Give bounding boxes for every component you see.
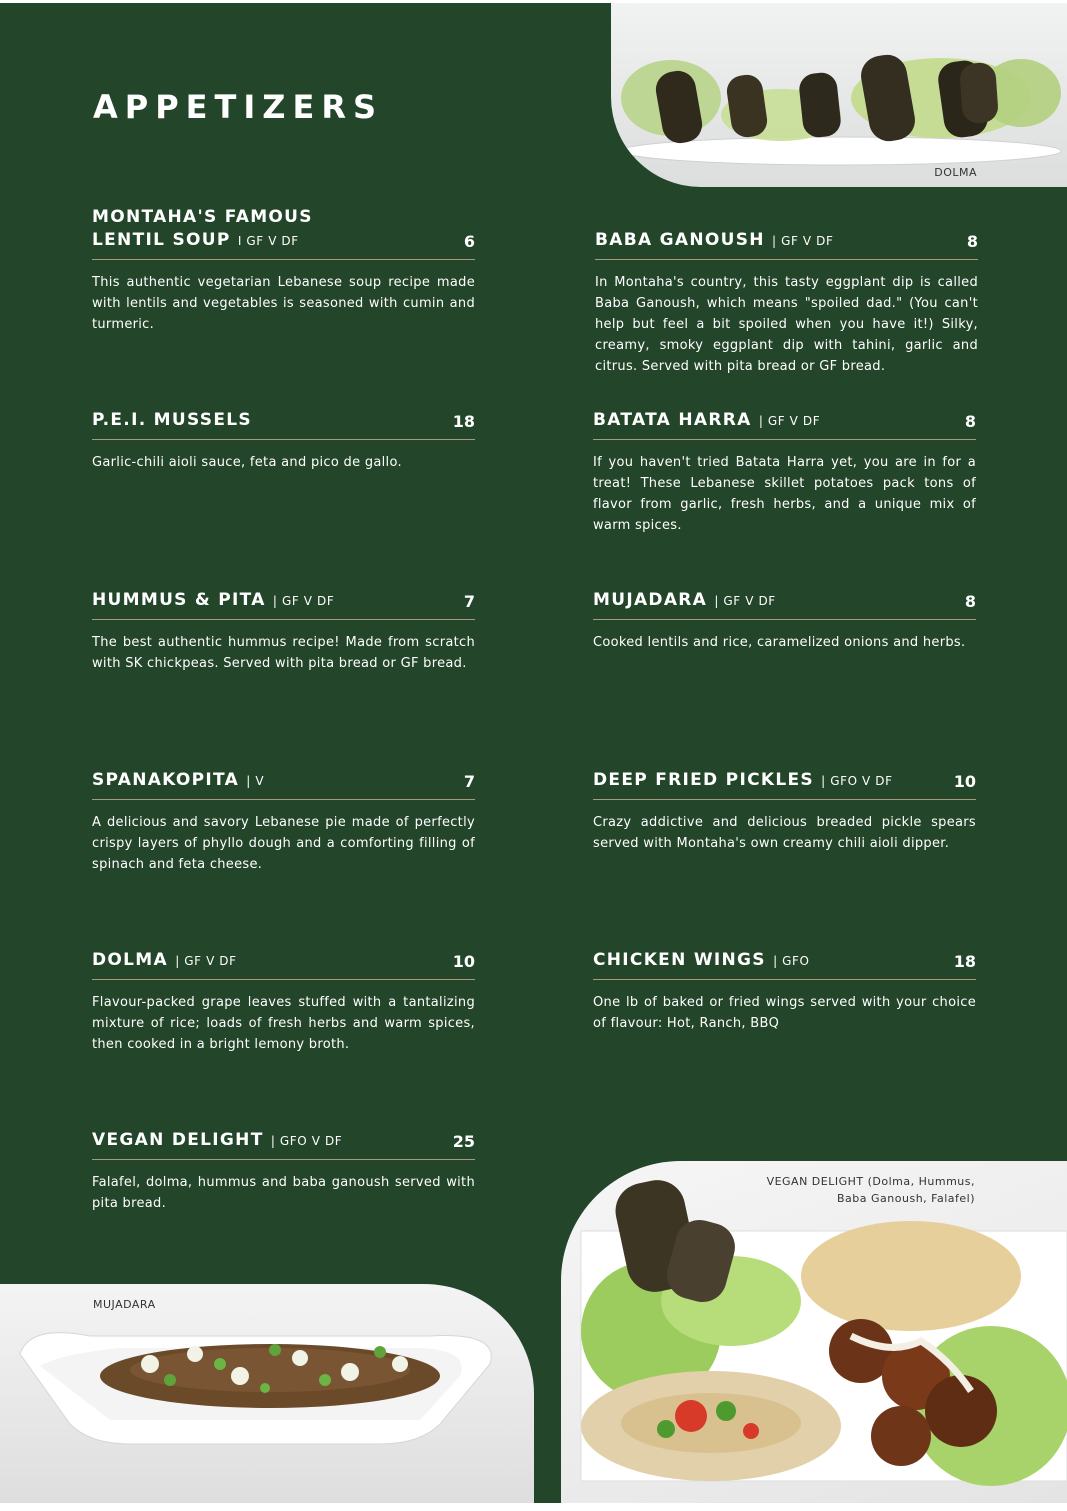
menu-item-description: One lb of baked or fried wings served with your choice of flavour: Hot, Ranch, BBQ <box>593 995 976 1031</box>
menu-item-price: 8 <box>964 592 976 611</box>
menu-item-header <box>92 589 475 620</box>
menu-item-price: 25 <box>452 1132 475 1151</box>
menu-item-baba-ganoush <box>595 229 978 377</box>
menu-item-hummus-pita <box>92 589 475 674</box>
menu-item-name-row <box>595 229 978 253</box>
menu-item-price: 8 <box>966 232 978 251</box>
menu-item-description: If you haven't tried Batata Harra yet, you are in for a treat! These Lebanese skillet potatoes pack tons of flavor from garlic, fresh herbs, and a unique mix of warm spices. <box>593 455 976 533</box>
menu-item-header <box>593 769 976 800</box>
menu-item-price: 10 <box>452 952 475 971</box>
menu-item-price: 8 <box>964 412 976 431</box>
dolma-photo <box>611 3 1067 187</box>
menu-item-name: CHICKEN WINGS <box>593 950 766 970</box>
menu-item-description: In Montaha's country, this tasty eggplant dip is called Baba Ganoush, which means "spoiled dad." (You can't help but feel a bit spoiled when you have it!) Silky, creamy, smoky eggplant dip with tahini, garlic and citrus. Served with pita bread or GF bread. <box>595 275 978 374</box>
menu-item-header <box>593 409 976 440</box>
mujadara-photo <box>0 1284 534 1503</box>
menu-item-tags: | GF V DF <box>175 954 237 968</box>
menu-item-vegan-delight <box>92 1129 475 1214</box>
menu-item-tags: I GF V DF <box>237 234 299 248</box>
menu-item-name-row <box>593 589 976 613</box>
menu-item-header <box>92 949 475 980</box>
menu-item-name: DOLMA <box>92 950 168 970</box>
mujadara-photo-caption: MUJADARA <box>93 1298 156 1311</box>
menu-item-header <box>593 589 976 620</box>
menu-item-pei-mussels <box>92 409 475 473</box>
menu-item-tags: | GFO V DF <box>270 1134 343 1148</box>
menu-item-name-row <box>593 769 976 793</box>
menu-item-dolma <box>92 949 475 1055</box>
menu-item-name-row <box>92 1129 475 1153</box>
menu-item-description: A delicious and savory Lebanese pie made of perfectly crispy layers of phyllo dough and a comforting filling of spinach and feta cheese. <box>92 815 475 872</box>
menu-item-deep-fried-pickles <box>593 769 976 854</box>
menu-item-description: Garlic-chili aioli sauce, feta and pico de gallo. <box>92 455 402 470</box>
menu-item-tags: | GFO V DF <box>821 774 893 788</box>
menu-item-name: BABA GANOUSH <box>595 230 765 250</box>
menu-item-name: DEEP FRIED PICKLES <box>593 770 814 790</box>
menu-item-tags: | GF V DF <box>272 594 335 608</box>
menu-item-tags: | V <box>246 774 265 788</box>
menu-item-name: BATATA HARRA <box>593 410 752 430</box>
vegan-delight-photo-caption <box>767 1173 975 1207</box>
menu-item-header <box>92 409 475 440</box>
menu-item-name-row <box>92 229 475 253</box>
menu-item-description: Falafel, dolma, hummus and baba ganoush served with pita bread. <box>92 1175 475 1211</box>
menu-item-name-row <box>92 409 475 433</box>
menu-item-header <box>595 229 978 260</box>
menu-item-name: VEGAN DELIGHT <box>92 1130 264 1150</box>
menu-item-tags: | GF V DF <box>772 234 834 248</box>
menu-item-price: 10 <box>953 772 976 791</box>
menu-item-description: Crazy addictive and delicious breaded pickle spears served with Montaha's own creamy chili aioli dipper. <box>593 815 976 851</box>
menu-item-price: 18 <box>452 412 475 431</box>
menu-item-price: 7 <box>463 772 475 791</box>
menu-item-header <box>92 769 475 800</box>
page-title: APPETIZERS <box>93 88 384 126</box>
menu-item-lentil-soup <box>92 206 475 335</box>
menu-item-name: HUMMUS & PITA <box>92 590 266 610</box>
menu-item-name-row <box>92 589 475 613</box>
menu-item-mujadara <box>593 589 976 653</box>
caption-line: VEGAN DELIGHT (Dolma, Hummus, <box>766 1175 975 1188</box>
dolma-photo-caption: DOLMA <box>934 166 977 179</box>
menu-item-description: Flavour-packed grape leaves stuffed with a tantalizing mixture of rice; loads of fresh herbs and warm spices, then cooked in a bright lemony broth. <box>92 995 475 1052</box>
menu-item-header <box>92 206 475 260</box>
menu-item-name-row <box>92 769 475 793</box>
menu-item-price: 6 <box>463 232 475 251</box>
menu-item-header <box>92 1129 475 1160</box>
menu-item-name: LENTIL SOUP <box>92 230 231 250</box>
menu-item-name-row <box>593 949 976 973</box>
menu-item-tags: | GF V DF <box>714 594 776 608</box>
menu-item-name: SPANAKOPITA <box>92 770 240 790</box>
menu-item-spanakopita <box>92 769 475 875</box>
menu-item-name: P.E.I. MUSSELS <box>92 410 252 430</box>
menu-item-name-row <box>92 949 475 973</box>
vegan-delight-photo <box>561 1161 1067 1503</box>
menu-item-description: The best authentic hummus recipe! Made from scratch with SK chickpeas. Served with pita bread or GF bread. <box>92 635 475 671</box>
menu-item-price: 18 <box>953 952 976 971</box>
menu-item-chicken-wings <box>593 949 976 1034</box>
menu-item-header <box>593 949 976 980</box>
menu-item-price: 7 <box>463 592 475 611</box>
menu-item-description: This authentic vegetarian Lebanese soup recipe made with lentils and vegetables is seasoned with cumin and turmeric. <box>92 275 475 332</box>
menu-item-tags: | GF V DF <box>758 414 821 428</box>
menu-item-batata-harra <box>593 409 976 536</box>
menu-item-tags: | GFO <box>773 954 810 968</box>
menu-item-name: MUJADARA <box>593 590 708 610</box>
caption-line: Baba Ganoush, Falafel) <box>837 1192 975 1205</box>
menu-item-description: Cooked lentils and rice, caramelized onions and herbs. <box>593 635 966 650</box>
menu-item-name-line1: MONTAHA'S FAMOUS <box>92 207 313 227</box>
menu-item-name-row <box>593 409 976 433</box>
